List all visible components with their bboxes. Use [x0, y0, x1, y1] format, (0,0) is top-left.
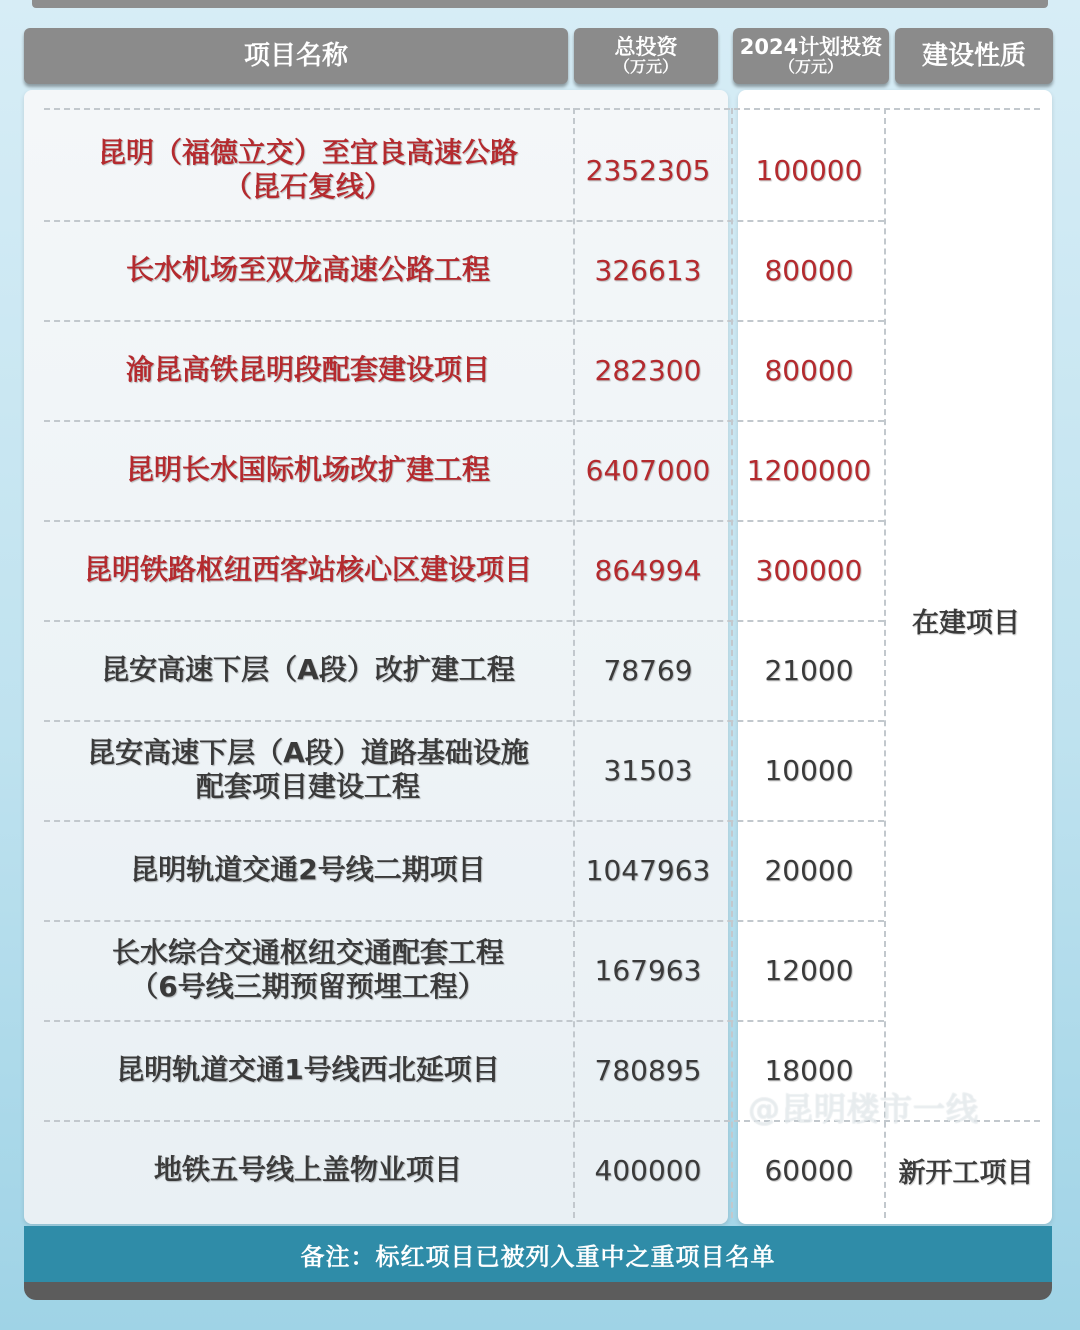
header-2024-plan: 2024计划投资 （万元）	[733, 28, 889, 84]
construction-nature-cell: 在建项目	[912, 607, 1020, 639]
total-investment-cell: 400000	[594, 1153, 702, 1187]
plan-investment-cell: 12000	[764, 953, 854, 987]
plan-investment-cell: 20000	[764, 853, 854, 887]
project-name-line: 地铁五号线上盖物业项目	[153, 1153, 462, 1186]
project-name-line: （6号线三期预留预埋工程）	[130, 970, 486, 1003]
construction-nature-cell: 新开工项目	[898, 1157, 1034, 1189]
plan-investment-cell: 100000	[755, 153, 863, 187]
footer-note-text: 备注：标红项目已被列入重中之重项目名单	[300, 1242, 776, 1271]
project-name-cell	[44, 1020, 572, 1120]
project-name-line: 昆安高速下层（A段）改扩建工程	[101, 653, 515, 686]
project-name-cell	[44, 620, 572, 720]
total-investment-cell: 282300	[594, 353, 702, 387]
total-investment-cell: 6407000	[585, 453, 711, 487]
table-header	[0, 28, 1080, 86]
project-name-cell	[44, 820, 572, 920]
total-investment-cell: 1047963	[585, 853, 711, 887]
plan-investment-cell: 21000	[764, 653, 854, 687]
project-name-cell	[44, 520, 572, 620]
project-name-line: 昆明（福德立交）至宜良高速公路	[97, 136, 518, 169]
header-construction-nature: 建设性质	[895, 28, 1053, 84]
total-investment-cell: 78769	[603, 653, 693, 687]
footer-note	[24, 1226, 1052, 1282]
watermark: @昆明楼市一线	[748, 1090, 980, 1128]
total-investment-cell: 2352305	[585, 153, 711, 187]
project-name-line: 长水综合交通枢纽交通配套工程	[111, 936, 504, 969]
project-name-line: 昆安高速下层（A段）道路基础设施	[87, 736, 529, 769]
project-name-line: 昆明长水国际机场改扩建工程	[125, 453, 490, 486]
project-name-cell	[44, 320, 572, 420]
total-investment-cell: 864994	[594, 553, 702, 587]
project-name-line: 昆明铁路枢纽西客站核心区建设项目	[83, 553, 532, 586]
header-total-investment: 总投资 （万元）	[574, 28, 718, 84]
project-name-cell	[44, 920, 572, 1020]
row-divider	[44, 108, 1040, 110]
plan-investment-cell: 80000	[764, 353, 854, 387]
plan-investment-cell: 300000	[755, 553, 863, 587]
total-investment-cell: 780895	[594, 1053, 702, 1087]
project-name-line: （昆石复线）	[223, 170, 392, 203]
total-investment-cell: 167963	[594, 953, 702, 987]
plan-investment-cell: 18000	[764, 1053, 854, 1087]
project-name-line: 昆明轨道交通1号线西北延项目	[116, 1053, 500, 1086]
project-name-line: 长水机场至双龙高速公路工程	[125, 253, 490, 286]
project-name-cell	[44, 120, 572, 220]
project-name-cell	[44, 220, 572, 320]
plan-investment-cell: 60000	[764, 1153, 854, 1187]
plan-investment-cell: 80000	[764, 253, 854, 287]
footer-decor-strip	[24, 1282, 1052, 1300]
project-name-cell	[44, 420, 572, 520]
top-decor-strip	[32, 0, 1048, 8]
project-name-cell	[44, 720, 572, 820]
project-name-line: 昆明轨道交通2号线二期项目	[130, 853, 486, 886]
plan-investment-cell: 10000	[764, 753, 854, 787]
header-project-name: 项目名称	[24, 28, 568, 84]
total-investment-cell: 31503	[603, 753, 693, 787]
project-name-cell	[44, 1120, 572, 1220]
plan-investment-cell: 1200000	[746, 453, 872, 487]
total-investment-cell: 326613	[594, 253, 702, 287]
project-name-line: 渝昆高铁昆明段配套建设项目	[125, 353, 490, 386]
project-name-line: 配套项目建设工程	[195, 770, 420, 803]
